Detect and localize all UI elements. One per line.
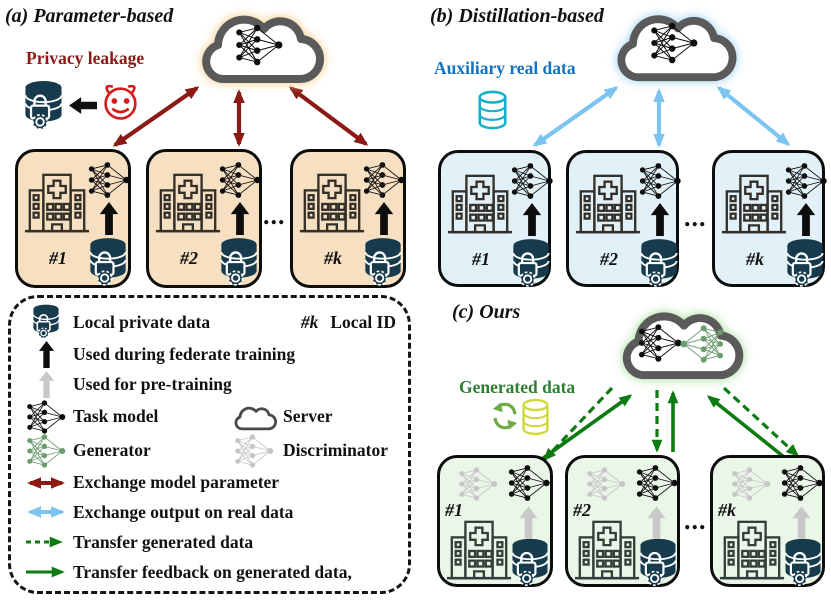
database-lock-icon	[362, 237, 404, 288]
hospital-icon	[154, 171, 222, 235]
database-lock-icon	[509, 538, 551, 588]
legend-label: Local private data	[73, 311, 211, 332]
client-id-label: #2	[180, 248, 198, 268]
double-arrow-red-icon	[22, 476, 70, 490]
legend-row-generator-discriminator	[19, 434, 402, 468]
database-lock-icon	[87, 237, 129, 288]
client-box-b1	[438, 150, 551, 287]
up-arrow-icon	[99, 202, 119, 235]
task-model-icon	[509, 162, 555, 200]
up-arrow-icon	[650, 203, 670, 236]
legend-box	[8, 295, 411, 594]
hospital-icon	[298, 171, 366, 235]
hospital-icon	[446, 172, 514, 236]
legend-label: Exchange output on real data	[73, 501, 294, 522]
up-arrow-icon	[374, 202, 394, 235]
double-arrow-blue-icon	[22, 505, 70, 519]
database-lock-icon	[510, 238, 552, 289]
database-lock-icon	[218, 237, 260, 288]
task-model-icon	[23, 400, 69, 434]
database-lock-icon	[22, 80, 65, 132]
client-box-bk	[712, 150, 825, 287]
client-box-a2	[146, 149, 262, 288]
cloud-icon	[230, 402, 278, 432]
panel-b-title: (b) Distillation-based	[430, 5, 604, 27]
legend-label: Exchange model parameter	[73, 472, 280, 493]
task-model-icon	[636, 322, 684, 364]
legend-row-exchange-output	[19, 497, 402, 527]
discriminator-icon	[582, 467, 630, 501]
legend-label: Transfer feedback on generated data,	[73, 561, 352, 582]
client-id-label: #1	[49, 248, 67, 268]
up-arrow-icon	[230, 202, 250, 235]
client-id-label: #2	[573, 500, 591, 520]
client-box-c1	[437, 455, 553, 587]
refresh-icon	[491, 402, 519, 430]
legend-row-local-private-data	[19, 304, 402, 340]
hospital-icon	[720, 172, 788, 236]
panel-c-title: (c) Ours	[452, 301, 521, 323]
devil-icon	[99, 79, 142, 122]
client-id-label: #k	[324, 248, 342, 268]
generated-data-label: Generated data	[459, 377, 576, 397]
legend-label: Task model	[73, 406, 159, 427]
generator-icon	[678, 323, 726, 365]
neural-network-icon	[648, 21, 700, 65]
client-id-label: #2	[600, 249, 618, 269]
hospital-icon	[574, 172, 642, 236]
hospital-icon	[573, 518, 641, 582]
client-id-label: #k	[746, 249, 764, 269]
ellipsis: ...	[684, 203, 707, 232]
neural-network-icon	[233, 23, 285, 67]
auxiliary-real-data-label: Auxiliary real data	[434, 58, 576, 78]
legend-row-transfer-feedback	[19, 557, 402, 587]
legend-label: Transfer generated data	[73, 531, 254, 552]
panel-a-title: (a) Parameter-based	[5, 5, 174, 27]
task-model-icon	[779, 463, 825, 503]
up-arrow-icon	[38, 371, 55, 398]
ellipsis: ...	[263, 201, 286, 230]
client-id-label: #k	[718, 500, 736, 520]
database-icon	[477, 89, 508, 131]
legend-row-federate-training	[19, 340, 402, 370]
database-lock-icon	[784, 238, 826, 289]
dashed-arrow-green-icon	[22, 535, 70, 549]
exchange-output-arrows	[535, 88, 788, 145]
legend-label: Generator	[73, 440, 151, 461]
client-box-a1	[15, 149, 131, 288]
pretrain-arrow-icon	[519, 506, 538, 539]
hospital-icon	[718, 518, 786, 582]
task-model-icon	[217, 161, 263, 199]
pretrain-arrow-icon	[647, 506, 666, 539]
up-arrow-icon	[38, 341, 55, 368]
legend-label: Discriminator	[283, 440, 388, 461]
client-id-label: #1	[472, 249, 490, 269]
transfer-generated-data-arrows	[545, 388, 797, 459]
legend-label: Server	[283, 406, 333, 427]
task-model-icon	[86, 161, 132, 199]
hospital-icon	[445, 518, 513, 582]
legend-label: Local ID	[330, 311, 396, 332]
legend-row-exchange-parameter	[19, 468, 402, 498]
task-model-icon	[783, 162, 829, 200]
legend-label: Used for pre-training	[73, 374, 232, 395]
database-icon	[521, 396, 550, 438]
database-lock-icon	[782, 538, 824, 588]
local-id-key: #k	[300, 311, 319, 332]
privacy-leakage-label: Privacy leakage	[26, 48, 145, 68]
legend-row-task-model-server	[19, 400, 402, 434]
legend-label: Used during federate training	[73, 344, 296, 365]
client-id-label: #1	[445, 500, 463, 520]
database-lock-icon	[31, 304, 61, 340]
client-box-ak	[290, 149, 406, 288]
pretrain-arrow-icon	[792, 506, 811, 539]
discriminator-icon	[231, 434, 277, 468]
exchange-model-parameter-arrows	[115, 88, 366, 145]
client-box-b2	[566, 150, 679, 287]
client-box-ck	[710, 455, 825, 587]
solid-arrow-green-icon	[22, 565, 70, 579]
legend-row-transfer-generated	[19, 527, 402, 557]
hospital-icon	[23, 171, 91, 235]
up-arrow-icon	[796, 203, 816, 236]
database-lock-icon	[637, 538, 679, 588]
database-lock-icon	[638, 238, 680, 289]
ellipsis: ...	[684, 506, 707, 535]
legend-row-pre-training	[19, 370, 402, 400]
task-model-icon	[506, 463, 552, 503]
left-arrow-icon	[69, 97, 97, 114]
task-model-icon	[637, 162, 683, 200]
client-box-c2	[565, 455, 680, 587]
discriminator-icon	[454, 467, 502, 501]
discriminator-icon	[727, 467, 775, 501]
up-arrow-icon	[522, 203, 542, 236]
generator-icon	[23, 434, 69, 468]
task-model-icon	[361, 161, 407, 199]
task-model-icon	[634, 463, 680, 503]
